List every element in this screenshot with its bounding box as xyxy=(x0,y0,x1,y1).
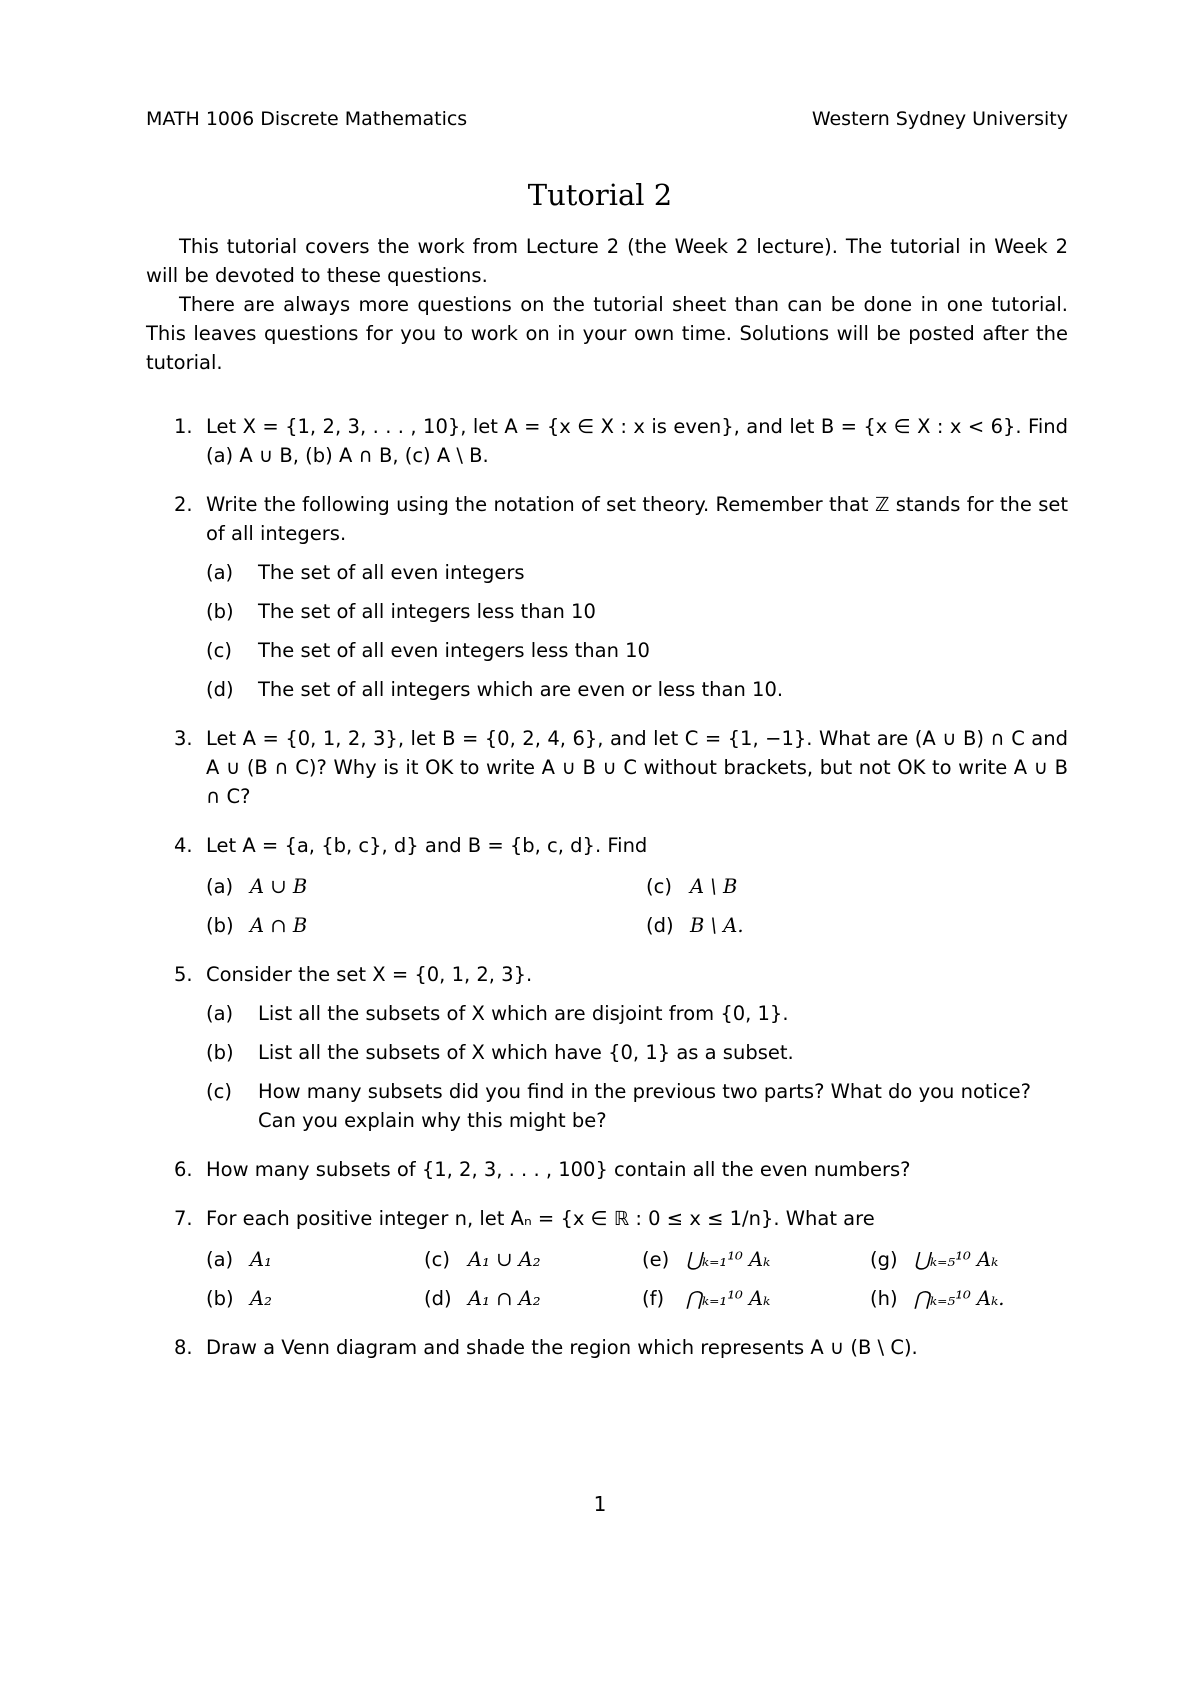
intro-paragraph: There are always more questions on the tutorial sheet than can be done in one tutorial. This leaves questions for you to work on in your own time. Solutions will be posted after the tutorial. xyxy=(146,293,1068,374)
part-text: A ∪ B xyxy=(250,875,308,898)
question-part xyxy=(642,1245,870,1274)
question-number: 4. xyxy=(174,834,193,857)
part-text: The set of all integers which are even or less than 10. xyxy=(258,678,784,701)
question-part xyxy=(646,872,1086,901)
question-2 xyxy=(146,490,1068,704)
question-text: Let A = {0, 1, 2, 3}, let B = {0, 2, 4, 6}, and let C = {1, −1}. What are (A ∪ B) ∩ C and A ∪ (B ∩ C)? Why is it OK to write A ∪ B ∪ C without brackets, but not OK to write A ∪ B ∩ C? xyxy=(206,727,1068,808)
part-text: How many subsets did you find in the previous two parts? What do you notice? Can you explain why this might be? xyxy=(258,1080,1032,1132)
question-parts xyxy=(206,999,1068,1135)
part-text: A₂ xyxy=(250,1287,272,1310)
question-number: 7. xyxy=(174,1207,193,1230)
part-text: List all the subsets of X which have {0, 1} as a subset. xyxy=(258,1041,794,1064)
part-label: (b) xyxy=(206,914,234,937)
question-7 xyxy=(146,1204,1068,1313)
question-part xyxy=(206,675,1068,704)
question-part xyxy=(206,1245,424,1274)
part-label: (c) xyxy=(206,639,232,662)
part-text: ⋂ₖ₌₅¹⁰ Aₖ. xyxy=(914,1287,1005,1310)
question-8 xyxy=(146,1333,1068,1362)
question-number: 3. xyxy=(174,727,193,750)
question-text: Let X = {1, 2, 3, . . . , 10}, let A = {x ∈ X : x is even}, and let B = {x ∈ X : x < 6}. Find (a) A ∪ B, (b) A ∩ B, (c) A \ B. xyxy=(206,415,1068,467)
question-part xyxy=(870,1284,1090,1313)
question-part xyxy=(424,1245,642,1274)
part-label: (d) xyxy=(424,1287,452,1310)
question-parts xyxy=(206,872,1068,940)
part-text: A₁ ∪ A₂ xyxy=(468,1248,541,1271)
part-text: A₁ ∩ A₂ xyxy=(468,1287,541,1310)
part-label: (h) xyxy=(870,1287,898,1310)
part-text: The set of all integers less than 10 xyxy=(258,600,596,623)
question-part xyxy=(206,1038,1068,1067)
part-label: (f) xyxy=(642,1287,665,1310)
question-part xyxy=(206,911,646,940)
part-text: A ∩ B xyxy=(250,914,308,937)
part-label: (e) xyxy=(642,1248,670,1271)
part-text: A \ B xyxy=(690,875,738,898)
question-part xyxy=(642,1284,870,1313)
question-number: 6. xyxy=(174,1158,193,1181)
question-4 xyxy=(146,831,1068,940)
question-number: 2. xyxy=(174,493,193,516)
question-list xyxy=(146,412,1068,1382)
question-part xyxy=(206,872,646,901)
part-label: (d) xyxy=(646,914,674,937)
part-label: (b) xyxy=(206,1287,234,1310)
part-text: ⋃ₖ₌₁¹⁰ Aₖ xyxy=(686,1248,771,1271)
part-label: (d) xyxy=(206,678,234,701)
question-parts xyxy=(206,558,1068,704)
intro-paragraph: This tutorial covers the work from Lecture 2 (the Week 2 lecture). The tutorial in Week 2 will be devoted to these questions. xyxy=(146,235,1068,287)
question-1 xyxy=(146,412,1068,470)
part-label: (a) xyxy=(206,875,234,898)
question-parts xyxy=(206,1245,1068,1313)
university-name: Western Sydney University xyxy=(811,108,1068,130)
course-name: MATH 1006 Discrete Mathematics xyxy=(146,108,468,130)
question-part xyxy=(206,1077,1068,1135)
question-5 xyxy=(146,960,1068,1135)
question-part xyxy=(206,1284,424,1313)
page-number: 1 xyxy=(593,1492,607,1516)
intro-section xyxy=(146,232,1068,377)
part-text: List all the subsets of X which are disjoint from {0, 1}. xyxy=(258,1002,789,1025)
part-text: ⋂ₖ₌₁¹⁰ Aₖ xyxy=(686,1287,771,1310)
question-part xyxy=(870,1245,1090,1274)
part-text: ⋃ₖ₌₅¹⁰ Aₖ xyxy=(914,1248,999,1271)
question-text: How many subsets of {1, 2, 3, . . . , 100} contain all the even numbers? xyxy=(206,1158,911,1181)
part-label: (g) xyxy=(870,1248,898,1271)
question-part xyxy=(206,558,1068,587)
part-label: (a) xyxy=(206,1002,234,1025)
question-part xyxy=(206,636,1068,665)
question-text: For each positive integer n, let Aₙ = {x ∈ ℝ : 0 ≤ x ≤ 1/n}. What are xyxy=(206,1207,875,1230)
part-text: B \ A. xyxy=(690,914,744,937)
question-part xyxy=(424,1284,642,1313)
part-text: The set of all even integers less than 10 xyxy=(258,639,650,662)
question-part xyxy=(646,911,1086,940)
question-6 xyxy=(146,1155,1068,1184)
page-header xyxy=(146,108,1068,130)
part-text: A₁ xyxy=(250,1248,272,1271)
question-number: 5. xyxy=(174,963,193,986)
part-label: (b) xyxy=(206,600,234,623)
question-number: 8. xyxy=(174,1336,193,1359)
part-label: (c) xyxy=(424,1248,450,1271)
part-label: (c) xyxy=(646,875,672,898)
part-text: The set of all even integers xyxy=(258,561,525,584)
part-label: (b) xyxy=(206,1041,234,1064)
part-label: (c) xyxy=(206,1080,232,1103)
question-text: Consider the set X = {0, 1, 2, 3}. xyxy=(206,963,533,986)
part-label: (a) xyxy=(206,561,234,584)
question-text: Draw a Venn diagram and shade the region which represents A ∪ (B \ C). xyxy=(206,1336,918,1359)
question-part xyxy=(206,597,1068,626)
question-3 xyxy=(146,724,1068,811)
question-text: Let A = {a, {b, c}, d} and B = {b, c, d}. Find xyxy=(206,834,648,857)
question-number: 1. xyxy=(174,415,193,438)
part-label: (a) xyxy=(206,1248,234,1271)
question-text: Write the following using the notation of set theory. Remember that ℤ stands for the set of all integers. xyxy=(206,493,1068,545)
question-part xyxy=(206,999,1068,1028)
page-title: Tutorial 2 xyxy=(527,178,673,212)
